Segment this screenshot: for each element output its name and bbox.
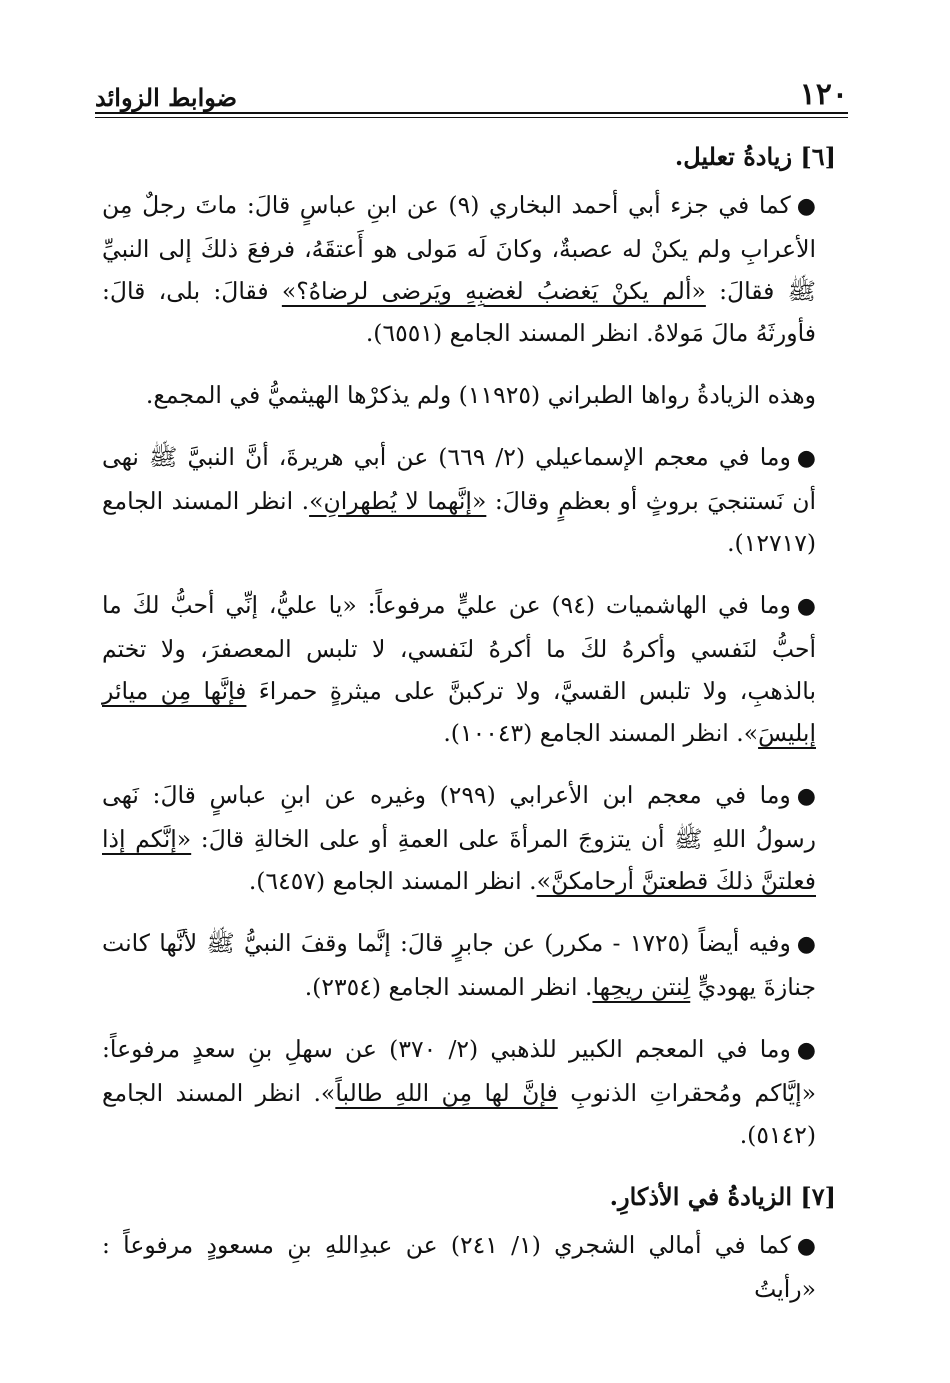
section-heading-6: [٦] زيادةُ تعليل. <box>674 142 836 171</box>
paragraph-6 <box>102 922 846 1008</box>
page-header <box>95 66 848 110</box>
underlined-quote: لِنتن ريحِها <box>592 973 691 1001</box>
paragraph-text: . انظر المسند الجامع (٦٤٥٧). <box>248 867 537 895</box>
paragraph-text: ». انظر المسند الجامع (٥١٤٢). <box>102 1079 816 1149</box>
paragraph-text: وهذه الزيادةُ رواها الطبراني (١١٩٢٥) ولم يذكرْها الهيثميُّ في المجمع. <box>145 381 816 409</box>
header-rule-thick <box>95 112 848 114</box>
page-body <box>102 128 846 1330</box>
paragraph-text: . انظر المسند الجامع (٢٣٥٤). <box>304 973 593 1001</box>
paragraph-text: وما في معجم الإسماعيلي (٢/ ٦٦٩) عن أبي هريرةَ، أنَّ النبيَّ ﷺ نهى أن نَستنجيَ بروثٍ أو بعظمٍ وقالَ: <box>102 443 816 515</box>
paragraph-text: وفيه أيضاً (١٧٢٥ - مكرر) عن جابرٍ قالَ: إنَّما وقفَ النبيُّ ﷺ لأنَّها كانت جنازةَ يهوديٍّ <box>102 929 816 1001</box>
paragraph-4 <box>102 584 846 754</box>
paragraph-text: كما في أمالي الشجري (١/ ٢٤١) عن عبدِاللهِ بنِ مسعودٍ مرفوعاً : «رأيتُ <box>102 1231 816 1303</box>
paragraph-text: كما في جزء أبي أحمد البخاري (٩) عن ابنِ عباسٍ قالَ: ماتَ رجلٌ مِن الأعرابِ ولم يكنْ له عصبةٌ، وكانَ لَه مَولى هو أَعتقَهُ، فرفعَ ذلكَ إلى النبيِّ ﷺ فقالَ: <box>102 191 816 305</box>
bullet-icon: ● <box>796 1234 816 1259</box>
paragraph-text: وما في الهاشميات (٩٤) عن عليٍّ مرفوعاً: «يا عليُّ، إنِّي أحبُّ لكَ ما أحبُّ لنَفسي وأكرهُ لكَ ما أكرهُ لنَفسي، لا تلبس المعصفرَ، ولا تختم بالذهبِ، ولا تلبس القسيَّ، ولا تركبنَّ على ميثرةٍ حمراءَ <box>102 591 816 705</box>
running-title: ضوابط الزوائد <box>95 83 238 112</box>
paragraph-1 <box>102 184 846 354</box>
bullet-icon: ● <box>796 194 816 219</box>
paragraph-2 <box>102 374 846 416</box>
paragraph-text: ». انظر المسند الجامع (١٠٠٤٣). <box>443 719 759 747</box>
underlined-quote: «ألم يكنْ يَغضبُ لغضبِهِ ويَرضى لرضاهُ؟» <box>281 277 706 305</box>
paragraph-3 <box>102 436 846 564</box>
header-rule-thin <box>95 117 848 118</box>
paragraph-text: فقالَ: بلى، قالَ: فأورثَهُ مالَ مَولاهُ. انظر المسند الجامع (٦٥٥١). <box>102 277 816 347</box>
paragraph-5 <box>102 774 846 902</box>
paragraph-text: وما في المعجم الكبير للذهبي (٢/ ٣٧٠) عن سهلِ بنِ سعدٍ مرفوعاً: «إيَّاكم ومُحقراتِ الذنوبِ <box>102 1035 816 1107</box>
underlined-quote: فإنَّها مِن ميائر إبليسَ <box>102 677 816 747</box>
bullet-icon: ● <box>796 1038 816 1063</box>
paragraph-text: . انظر المسند الجامع (١٢٧١٧). <box>102 487 816 557</box>
bullet-icon: ● <box>796 932 816 957</box>
underlined-quote: «إنَّهما لا يُطهرانِ» <box>309 487 487 515</box>
paragraph-8 <box>102 1224 846 1310</box>
section-heading-7: [٧] الزيادةُ في الأذكارِ. <box>609 1182 836 1211</box>
page-number: ١٢٠ <box>799 77 848 112</box>
bullet-icon: ● <box>796 784 816 809</box>
paragraph-7 <box>102 1028 846 1156</box>
underlined-quote: فإنَّ لها مِن اللهِ طالباً <box>335 1079 558 1107</box>
bullet-icon: ● <box>796 446 816 471</box>
underlined-quote: «إنَّكم إذا فعلتنَّ ذلكَ قطعتنَّ أرحامكنَّ» <box>102 825 816 895</box>
bullet-icon: ● <box>796 594 816 619</box>
paragraph-text: وما في معجم ابن الأعرابي (٢٩٩) وغيره عن ابنِ عباسٍ قالَ: نَهى رسولُ اللهِ ﷺ أن يتزوجَ المرأةَ على العمةِ أو على الخالةِ قالَ: <box>102 781 816 853</box>
